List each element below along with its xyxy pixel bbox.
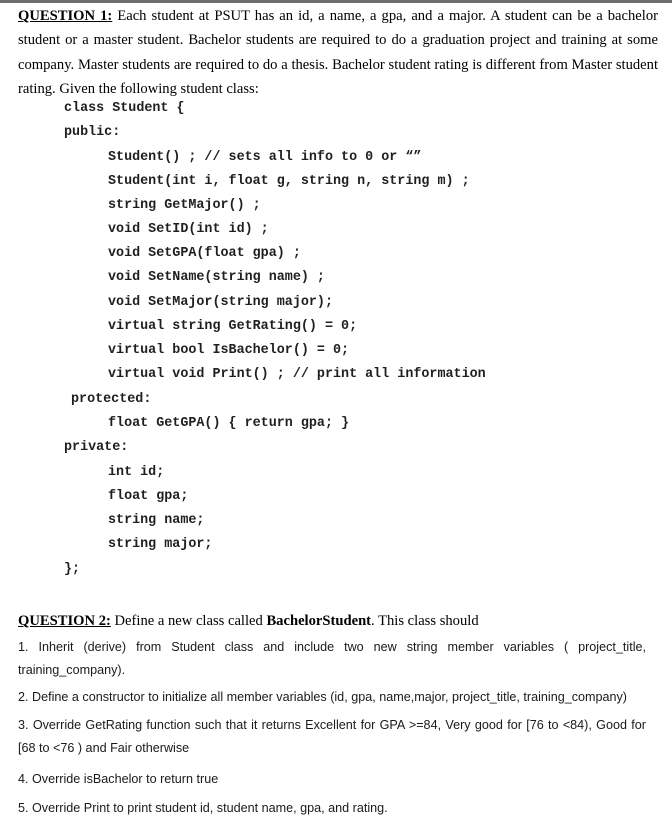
question-2-heading-line — [18, 610, 658, 632]
code-line: Student() ; // sets all info to 0 or “” — [108, 150, 422, 165]
code-line: float GetGPA() { return gpa; } — [108, 416, 350, 431]
list-item-number: 2. — [18, 690, 29, 704]
list-item-number: 5. — [18, 801, 29, 815]
code-line: void SetID(int id) ; — [108, 222, 269, 237]
code-line: virtual string GetRating() = 0; — [108, 319, 358, 334]
list-item-number: 1. — [18, 640, 29, 654]
question-2-title — [18, 610, 658, 632]
code-line: Student(int i, float g, string n, string m) ; — [108, 174, 470, 189]
code-line: float gpa; — [108, 489, 189, 504]
list-item-number: 4. — [18, 772, 29, 786]
code-line: protected: — [71, 392, 152, 407]
list-item — [18, 636, 646, 682]
code-line: }; — [64, 562, 81, 577]
question-2-heading: QUESTION 2: — [18, 613, 111, 629]
question-1-paragraph — [18, 4, 658, 101]
code-line: private: — [64, 440, 129, 455]
question-2-text-before: Define a new class called — [110, 613, 267, 629]
code-line: string name; — [108, 513, 205, 528]
code-line: void SetGPA(float gpa) ; — [108, 246, 301, 261]
list-item-text: Override isBachelor to return true — [32, 772, 219, 786]
list-item-number: 3. — [18, 718, 29, 732]
code-line: string major; — [108, 537, 213, 552]
question-2-text-after: . This class should — [371, 613, 479, 629]
question-1-text: Each student at PSUT has an id, a name, a gpa, and a major. A student can be a bachelor student or a master student. Bachelor students are required to do a graduation project and training at some company. Master students are required to do a thesis. Bachelor student rating is different from Master student rating. Given the following student class: — [18, 8, 658, 97]
list-item-text: Inherit (derive) from Student class and include two new string member variables ( project_title, training_company). — [18, 640, 647, 677]
list-item — [18, 797, 646, 820]
list-item-text: Override Print to print student id, student name, gpa, and rating. — [32, 801, 388, 815]
code-line: virtual bool IsBachelor() = 0; — [108, 343, 350, 358]
code-line: class Student { — [64, 101, 185, 116]
code-line: void SetName(string name) ; — [108, 270, 325, 285]
code-line: virtual void Print() ; // print all information — [108, 367, 486, 382]
code-line: string GetMajor() ; — [108, 198, 261, 213]
list-item — [18, 768, 646, 791]
question-2-class-name: BachelorStudent — [266, 613, 372, 629]
list-item — [18, 686, 646, 709]
top-border-line — [0, 0, 672, 3]
code-line: public: — [64, 125, 121, 140]
list-item-text: Define a constructor to initialize all member variables (id, gpa, name,major, project_title, training_company) — [32, 690, 627, 704]
list-item — [18, 714, 646, 760]
question-1-heading: QUESTION 1: — [18, 8, 113, 24]
list-item-text: Override GetRating function such that it returns Excellent for GPA >=84, Very good for [76 to <84), Good for [68 to <76 ) and Fair otherwise — [18, 718, 646, 755]
code-line: int id; — [108, 465, 165, 480]
code-line: void SetMajor(string major); — [108, 295, 333, 310]
